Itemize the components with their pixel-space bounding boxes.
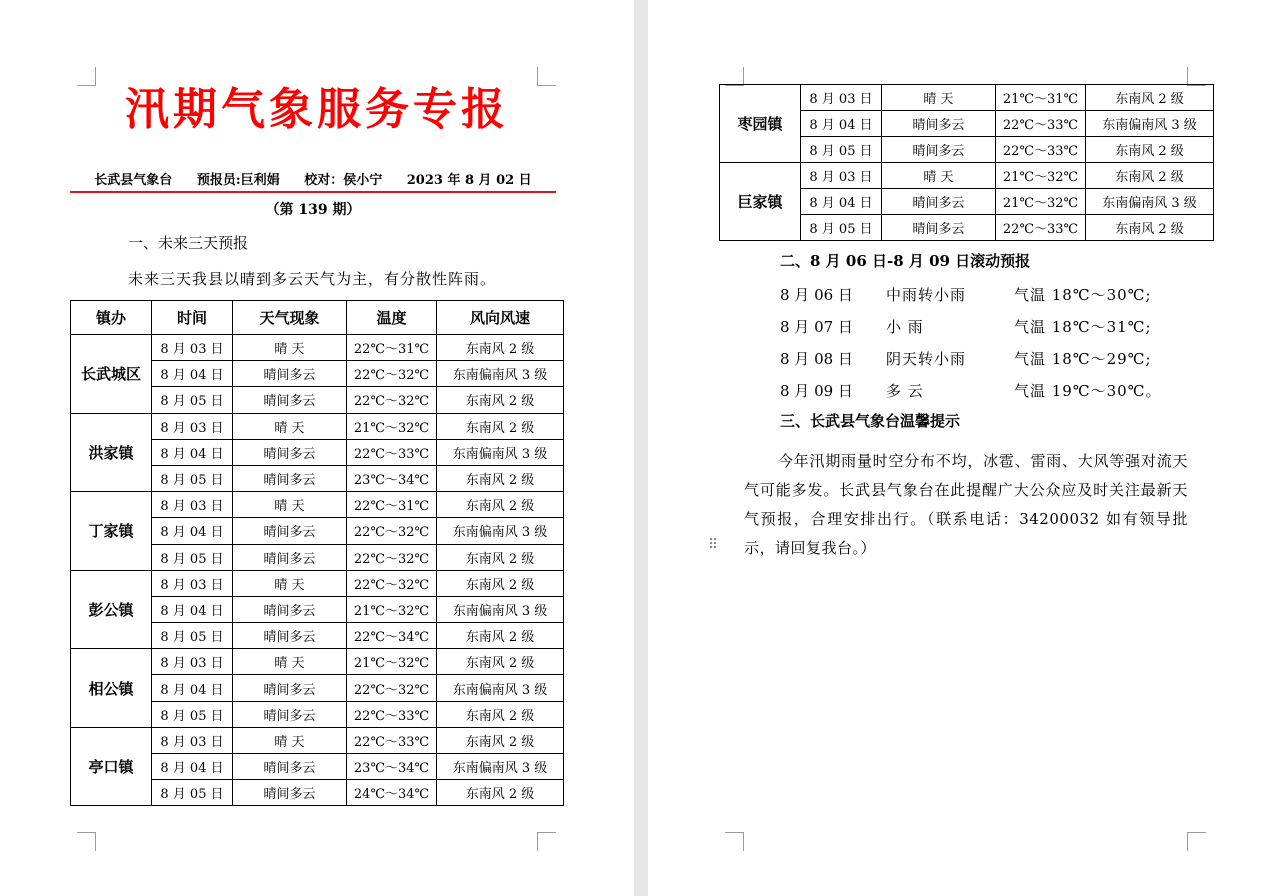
town-name-cell: 巨家镇: [720, 163, 801, 241]
temperature-cell: 22℃～33℃: [996, 111, 1086, 137]
date-cell: 8 月 05 日: [152, 465, 233, 491]
temperature-cell: 22℃～33℃: [347, 727, 437, 753]
page-gap: [634, 0, 648, 896]
wind-cell: 东南风 2 级: [437, 701, 564, 727]
weather-cell: 晴 天: [882, 163, 996, 189]
forecast-condition: 阴天转小雨: [886, 350, 967, 368]
forecast-temperature: 气温 18℃～31℃;: [1014, 318, 1152, 336]
wind-cell: 东南偏南风 3 级: [437, 675, 564, 701]
forecast-date: 8 月 06 日: [780, 286, 853, 304]
org-name: 长武县气象台: [94, 173, 173, 188]
forecast-table-continued: [719, 84, 1214, 241]
table-row: [71, 570, 564, 596]
table-row: [71, 492, 564, 518]
wind-cell: 东南偏南风 3 级: [437, 754, 564, 780]
proofreader: 校对：侯小宁: [304, 173, 383, 188]
weather-cell: 晴间多云: [882, 189, 996, 215]
temperature-cell: 22℃～33℃: [347, 701, 437, 727]
wind-cell: 东南风 2 级: [1086, 85, 1214, 111]
section2-heading: 二、8 月 06 日-8 月 09 日滚动预报: [780, 252, 1031, 270]
weather-cell: 晴间多云: [233, 465, 347, 491]
table-row: [720, 85, 1214, 111]
forecaster: 预报员:巨利娟: [196, 173, 280, 188]
weather-cell: 晴间多云: [233, 544, 347, 570]
weather-cell: 晴 天: [882, 85, 996, 111]
date-cell: 8 月 05 日: [801, 215, 882, 241]
crop-mark: [1187, 832, 1206, 851]
town-name-cell: 丁家镇: [71, 492, 152, 571]
forecast-temperature: 气温 18℃～30℃;: [1014, 286, 1152, 304]
town-name-cell: 长武城区: [71, 335, 152, 414]
wind-cell: 东南风 2 级: [437, 492, 564, 518]
header-cell: 温度: [347, 301, 437, 335]
weather-cell: 晴 天: [233, 413, 347, 439]
temperature-cell: 22℃～31℃: [347, 492, 437, 518]
date-cell: 8 月 05 日: [152, 544, 233, 570]
temperature-cell: 23℃～34℃: [347, 754, 437, 780]
wind-cell: 东南风 2 级: [437, 413, 564, 439]
table-row: [71, 335, 564, 361]
weather-cell: 晴 天: [233, 649, 347, 675]
forecast-condition: 小 雨: [886, 318, 924, 336]
byline: [70, 171, 556, 191]
wind-cell: 东南偏南风 3 级: [437, 518, 564, 544]
weather-cell: 晴间多云: [233, 387, 347, 413]
weather-cell: 晴间多云: [233, 439, 347, 465]
warm-tip-paragraph: 今年汛期雨量时空分布不均，冰雹、雷雨、大风等强对流天气可能多发。长武县气象台在此提醒广大公众应及时关注最新天气预报，合理安排出行。（联系电话：34200032 如有领导批示，请回复我台。）: [744, 452, 1188, 557]
header-cell: 时间: [152, 301, 233, 335]
wind-cell: 东南风 2 级: [437, 544, 564, 570]
temperature-cell: 21℃～32℃: [996, 189, 1086, 215]
weather-cell: 晴 天: [233, 335, 347, 361]
town-name-cell: 相公镇: [71, 649, 152, 728]
move-handle-icon[interactable]: ⠿: [708, 537, 719, 553]
wind-cell: 东南偏南风 3 级: [437, 439, 564, 465]
date-cell: 8 月 03 日: [801, 163, 882, 189]
temperature-cell: 22℃～32℃: [347, 387, 437, 413]
header-cell: 镇办: [71, 301, 152, 335]
forecast-date: 8 月 09 日: [780, 382, 853, 400]
wind-cell: 东南偏南风 3 级: [437, 361, 564, 387]
wind-cell: 东南风 2 级: [437, 780, 564, 806]
date-cell: 8 月 03 日: [152, 570, 233, 596]
issue-number: （第 139 期）: [265, 202, 361, 218]
temperature-cell: 22℃～33℃: [347, 439, 437, 465]
weather-cell: 晴间多云: [233, 754, 347, 780]
date-cell: 8 月 03 日: [152, 649, 233, 675]
weather-cell: 晴间多云: [882, 215, 996, 241]
forecast-condition: 多 云: [886, 382, 924, 400]
temperature-cell: 22℃～34℃: [347, 623, 437, 649]
forecast-temperature: 气温 19℃～30℃。: [1014, 382, 1162, 400]
wind-cell: 东南风 2 级: [437, 387, 564, 413]
red-rule: [70, 191, 556, 193]
temperature-cell: 22℃～32℃: [347, 675, 437, 701]
crop-mark: [77, 832, 96, 851]
temperature-cell: 22℃～31℃: [347, 335, 437, 361]
temperature-cell: 22℃～32℃: [347, 570, 437, 596]
date-cell: 8 月 03 日: [801, 85, 882, 111]
table-row: [720, 163, 1214, 189]
date-cell: 8 月 05 日: [152, 387, 233, 413]
wind-cell: 东南风 2 级: [1086, 137, 1214, 163]
table-row: [71, 413, 564, 439]
date-cell: 8 月 03 日: [152, 492, 233, 518]
date-cell: 8 月 03 日: [152, 335, 233, 361]
temperature-cell: 22℃～33℃: [996, 215, 1086, 241]
wind-cell: 东南风 2 级: [1086, 163, 1214, 189]
temperature-cell: 22℃～33℃: [996, 137, 1086, 163]
section1-summary: 未来三天我县以晴到多云天气为主，有分散性阵雨。: [128, 270, 497, 288]
wind-cell: 东南风 2 级: [437, 623, 564, 649]
weather-cell: 晴间多云: [233, 780, 347, 806]
date-cell: 8 月 04 日: [152, 675, 233, 701]
weather-cell: 晴间多云: [233, 361, 347, 387]
date-cell: 8 月 05 日: [152, 701, 233, 727]
weather-cell: 晴 天: [233, 570, 347, 596]
temperature-cell: 22℃～32℃: [347, 361, 437, 387]
crop-mark: [725, 832, 744, 851]
date-cell: 8 月 04 日: [152, 596, 233, 622]
town-name-cell: 洪家镇: [71, 413, 152, 492]
forecast-table: [70, 300, 564, 806]
wind-cell: 东南风 2 级: [437, 727, 564, 753]
weather-cell: 晴 天: [233, 727, 347, 753]
header-cell: 风向风速: [437, 301, 564, 335]
town-name-cell: 亭口镇: [71, 727, 152, 806]
wind-cell: 东南风 2 级: [437, 649, 564, 675]
forecast-condition: 中雨转小雨: [886, 286, 967, 304]
date-cell: 8 月 04 日: [152, 361, 233, 387]
temperature-cell: 23℃～34℃: [347, 465, 437, 491]
temperature-cell: 21℃～32℃: [996, 163, 1086, 189]
temperature-cell: 22℃～32℃: [347, 518, 437, 544]
report-date: 2023 年 8 月 02 日: [406, 173, 532, 188]
report-title: 汛期气象服务专报: [125, 84, 509, 135]
temperature-cell: 22℃～32℃: [347, 544, 437, 570]
weather-cell: 晴间多云: [233, 675, 347, 701]
crop-mark: [537, 832, 556, 851]
date-cell: 8 月 04 日: [152, 754, 233, 780]
table-row: [71, 727, 564, 753]
date-cell: 8 月 04 日: [801, 111, 882, 137]
date-cell: 8 月 05 日: [152, 623, 233, 649]
wind-cell: 东南风 2 级: [437, 335, 564, 361]
section3-heading: 三、长武县气象台温馨提示: [780, 412, 961, 430]
wind-cell: 东南风 2 级: [1086, 215, 1214, 241]
document-page-1: [0, 0, 634, 896]
temperature-cell: 21℃～31℃: [996, 85, 1086, 111]
section1-heading: 一、未来三天预报: [128, 234, 249, 252]
table-header-row: [71, 301, 564, 335]
weather-cell: 晴 天: [233, 492, 347, 518]
date-cell: 8 月 05 日: [801, 137, 882, 163]
wind-cell: 东南偏南风 3 级: [437, 596, 564, 622]
town-name-cell: 彭公镇: [71, 570, 152, 649]
date-cell: 8 月 04 日: [152, 518, 233, 544]
town-name-cell: 枣园镇: [720, 85, 801, 163]
wind-cell: 东南偏南风 3 级: [1086, 111, 1214, 137]
wind-cell: 东南偏南风 3 级: [1086, 189, 1214, 215]
forecast-temperature: 气温 18℃～29℃;: [1014, 350, 1152, 368]
date-cell: 8 月 03 日: [152, 413, 233, 439]
forecast-date: 8 月 07 日: [780, 318, 853, 336]
weather-cell: 晴间多云: [233, 701, 347, 727]
date-cell: 8 月 03 日: [152, 727, 233, 753]
temperature-cell: 21℃～32℃: [347, 413, 437, 439]
forecast-date: 8 月 08 日: [780, 350, 853, 368]
weather-cell: 晴间多云: [233, 518, 347, 544]
wind-cell: 东南风 2 级: [437, 570, 564, 596]
weather-cell: 晴间多云: [233, 596, 347, 622]
header-cell: 天气现象: [233, 301, 347, 335]
date-cell: 8 月 04 日: [152, 439, 233, 465]
temperature-cell: 21℃～32℃: [347, 596, 437, 622]
weather-cell: 晴间多云: [882, 137, 996, 163]
table-row: [71, 649, 564, 675]
temperature-cell: 24℃～34℃: [347, 780, 437, 806]
date-cell: 8 月 04 日: [801, 189, 882, 215]
wind-cell: 东南风 2 级: [437, 465, 564, 491]
weather-cell: 晴间多云: [233, 623, 347, 649]
date-cell: 8 月 05 日: [152, 780, 233, 806]
weather-cell: 晴间多云: [882, 111, 996, 137]
temperature-cell: 21℃～32℃: [347, 649, 437, 675]
